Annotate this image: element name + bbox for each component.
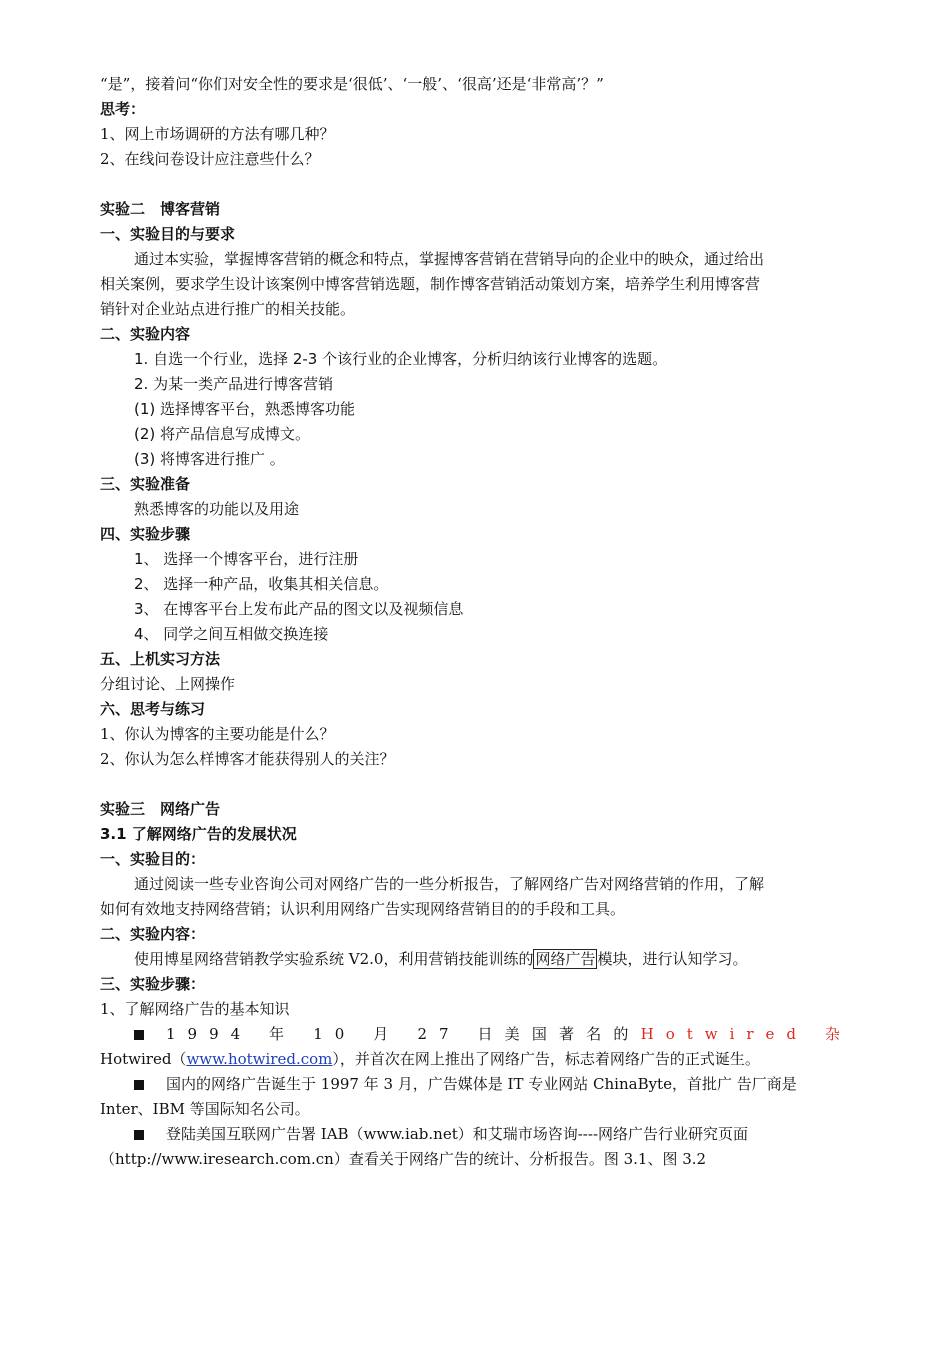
square-bullet-icon	[134, 1080, 144, 1090]
section-title: 实验二 博客营销	[100, 200, 221, 218]
section-heading: 三、实验准备	[100, 475, 191, 493]
document-page	[100, 72, 852, 1172]
section-heading: 一、实验目的与要求	[100, 225, 236, 243]
paragraph-line: 通过本实验，掌握博客营销的概念和特点，掌握博客营销在营销导向的企业中的映众，通过给出	[134, 250, 765, 268]
bullet-text: Hotwired（	[100, 1050, 187, 1068]
content-text: 模块，进行认知学习。	[597, 950, 748, 968]
bullet-text: 国内的网络广告诞生于 1997 年 3 月，广告媒体是 IT 专业网站 ChinaByte，首批广 告厂商是	[166, 1075, 797, 1093]
square-bullet-icon	[134, 1130, 144, 1140]
list-item: 3、 在博客平台上发布此产品的图文以及视频信息	[134, 600, 464, 618]
paragraph-line: 分组讨论、上网操作	[100, 675, 236, 693]
bullet-line	[100, 1047, 852, 1072]
text-line: “是”，接着问“你们对安全性的要求是‘很低’、‘一般’、‘很高’还是‘非常高’？”	[100, 75, 604, 93]
section-heading: 二、实验内容：	[100, 925, 206, 943]
list-item: 4、 同学之间互相做交换连接	[134, 625, 329, 643]
boxed-term: 网络广告	[535, 950, 596, 968]
list-item: (3) 将博客进行推广 。	[134, 450, 285, 468]
paragraph-line: 销针对企业站点进行推广的相关技能。	[100, 300, 356, 318]
paragraph-line: 通过阅读一些专业咨询公司对网络广告的一些分析报告，了解网络广告对网络营销的作用，了解	[134, 875, 765, 893]
list-item: 1、 选择一个博客平台，进行注册	[134, 550, 359, 568]
section-heading: 五、上机实习方法	[100, 650, 221, 668]
list-item: 2、 选择一种产品，收集其相关信息。	[134, 575, 389, 593]
section-heading: 三、实验步骤：	[100, 975, 206, 993]
section-heading: 四、实验步骤	[100, 525, 191, 543]
content-text: 使用博星网络营销教学实验系统 V2.0，利用营销技能训练的	[134, 950, 534, 968]
question-item: 2、你认为怎么样博客才能获得别人的关注？	[100, 750, 395, 768]
section-heading: 六、思考与练习	[100, 700, 206, 718]
list-item: (2) 将产品信息写成博文。	[134, 425, 311, 443]
bullet-text: 1994 年 10 月 27 日美国著名的	[166, 1025, 641, 1043]
hotwired-link[interactable]: www.hotwired.com	[186, 1050, 333, 1068]
think-label: 思考：	[100, 100, 146, 118]
bullet-text: 登陆美国互联网广告署 IAB（www.iab.net）和艾瑞市场咨询----网络广告行业研究页面	[166, 1125, 749, 1143]
bullet-line	[100, 1122, 852, 1147]
bullet-line: （http://www.iresearch.com.cn）查看关于网络广告的统计、分析报告。图 3.1、图 3.2	[100, 1150, 707, 1168]
paragraph-line	[100, 947, 852, 972]
paragraph-line: 熟悉博客的功能以及用途	[134, 500, 300, 518]
paragraph-line: 如何有效地支持网络营销；认识利用网络广告实现网络营销目的的手段和工具。	[100, 900, 626, 918]
bullet-text: ），并首次在网上推出了网络广告，标志着网络广告的正式诞生。	[332, 1050, 760, 1068]
bullet-line	[100, 1072, 852, 1097]
bullet-line: Inter、IBM 等国际知名公司。	[100, 1100, 310, 1118]
section-heading: 二、实验内容	[100, 325, 191, 343]
list-item: (1) 选择博客平台，熟悉博客功能	[134, 400, 356, 418]
question-item: 2、在线问卷设计应注意些什么？	[100, 150, 320, 168]
bullet-line	[100, 1022, 852, 1047]
list-item: 1. 自选一个行业，选择 2-3 个该行业的企业博客，分析归纳该行业博客的选题。	[134, 350, 668, 368]
list-item: 1、了解网络广告的基本知识	[100, 1000, 290, 1018]
question-item: 1、网上市场调研的方法有哪几种？	[100, 125, 335, 143]
highlighted-text: Hotwired 杂	[640, 1025, 852, 1043]
square-bullet-icon	[134, 1030, 144, 1040]
subsection-title: 3.1 了解网络广告的发展状况	[100, 825, 297, 843]
list-item: 2. 为某一类产品进行博客营销	[134, 375, 334, 393]
question-item: 1、你认为博客的主要功能是什么？	[100, 725, 335, 743]
section-heading: 一、实验目的：	[100, 850, 206, 868]
paragraph-line: 相关案例，要求学生设计该案例中博客营销选题，制作博客营销活动策划方案，培养学生利用博客营	[100, 275, 761, 293]
section-title: 实验三 网络广告	[100, 800, 221, 818]
